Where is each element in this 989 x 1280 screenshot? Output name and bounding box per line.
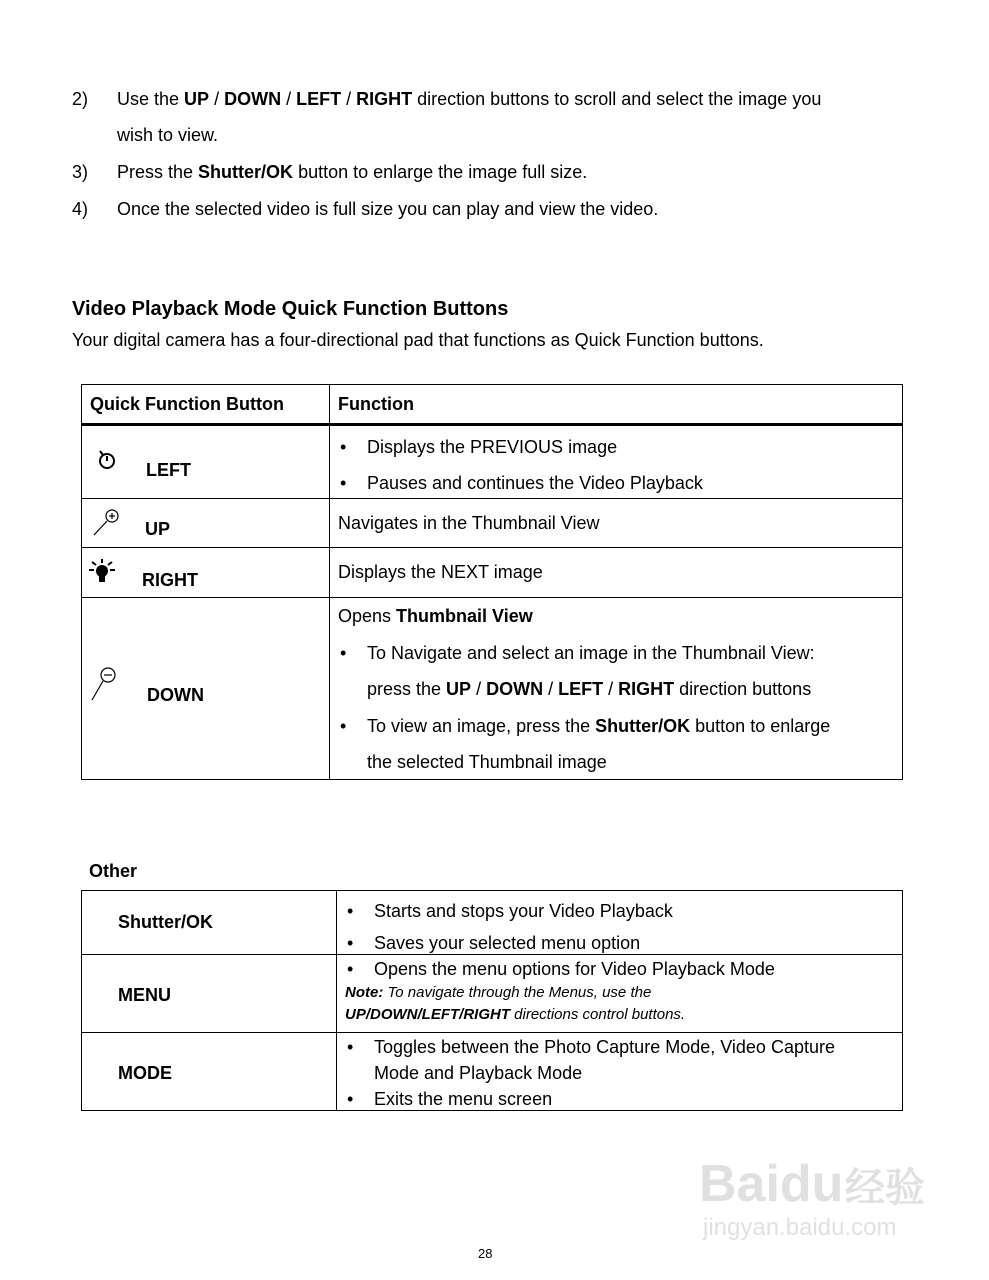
list-item: • Opens the menu options for Video Playback Mode (345, 958, 902, 980)
table-header-row (82, 385, 903, 425)
table-row-down (82, 598, 903, 780)
table-row-right (82, 548, 903, 598)
list-item: • Pauses and continues the Video Playback (338, 472, 902, 494)
function-text: Navigates in the Thumbnail View (330, 499, 903, 548)
table-row-mode (82, 1033, 903, 1111)
step-number: 3) (72, 162, 89, 182)
section-title: Video Playback Mode Quick Function Buttons (72, 298, 509, 320)
self-timer-icon (96, 449, 118, 471)
step-text: Press the Shutter/OK button to enlarge the image full size. (117, 162, 588, 182)
list-item: • Displays the PREVIOUS image (338, 436, 902, 458)
page-number: 28 (478, 1246, 493, 1261)
button-name: Shutter/OK (118, 912, 214, 932)
svg-text:Baidu: Baidu (699, 1155, 844, 1213)
step-text: Once the selected video is full size you can play and view the video. (117, 199, 659, 219)
step-number: 2) (72, 89, 89, 109)
quick-function-table (81, 384, 903, 780)
step-text-line2: wish to view. (117, 125, 219, 145)
header-function: Function (330, 385, 903, 425)
svg-text:jingyan.baidu.com: jingyan.baidu.com (703, 1214, 897, 1241)
function-intro: Opens Thumbnail View (338, 606, 533, 626)
list-item: • Toggles between the Photo Capture Mode, Video Capture Mode and Playback Mode (345, 1036, 902, 1084)
button-name: MENU (118, 985, 171, 1005)
list-item: • Exits the menu screen (345, 1088, 902, 1110)
flash-icon (87, 558, 117, 584)
list-item: • Starts and stops your Video Playback (345, 900, 902, 922)
header-button: Quick Function Button (82, 385, 330, 425)
menu-note: Note: To navigate through the Menus, use the (345, 984, 652, 1001)
svg-text:经验: 经验 (845, 1165, 925, 1211)
function-text: Displays the NEXT image (330, 548, 903, 598)
button-name: RIGHT (142, 570, 198, 590)
zoom-out-icon (90, 666, 120, 702)
other-table (81, 890, 903, 1111)
baidu-watermark-logo (695, 1135, 935, 1245)
table-row-shutter (82, 891, 903, 955)
list-item: • Saves your selected menu option (345, 932, 902, 954)
step-text: Use the UP / DOWN / LEFT / RIGHT direction buttons to scroll and select the image you (117, 89, 822, 109)
list-item: • To Navigate and select an image in the Thumbnail View: press the UP / DOWN / LEFT / RIGHT direction buttons (338, 642, 902, 700)
menu-note-cont: UP/DOWN/LEFT/RIGHT directions control buttons. (345, 1006, 686, 1023)
list-item: • To view an image, press the Shutter/OK button to enlarge the selected Thumbnail image (338, 715, 902, 773)
section-intro: Your digital camera has a four-directional pad that functions as Quick Function buttons. (72, 330, 764, 350)
zoom-in-icon (92, 507, 122, 537)
table-row-left (82, 425, 903, 499)
table-row-up (82, 499, 903, 548)
button-name: UP (145, 519, 171, 539)
table-row-menu (82, 955, 903, 1033)
other-label: Other (89, 861, 138, 881)
button-name: DOWN (147, 685, 204, 705)
button-name: LEFT (146, 460, 191, 480)
step-number: 4) (72, 199, 89, 219)
button-name: MODE (118, 1063, 172, 1083)
